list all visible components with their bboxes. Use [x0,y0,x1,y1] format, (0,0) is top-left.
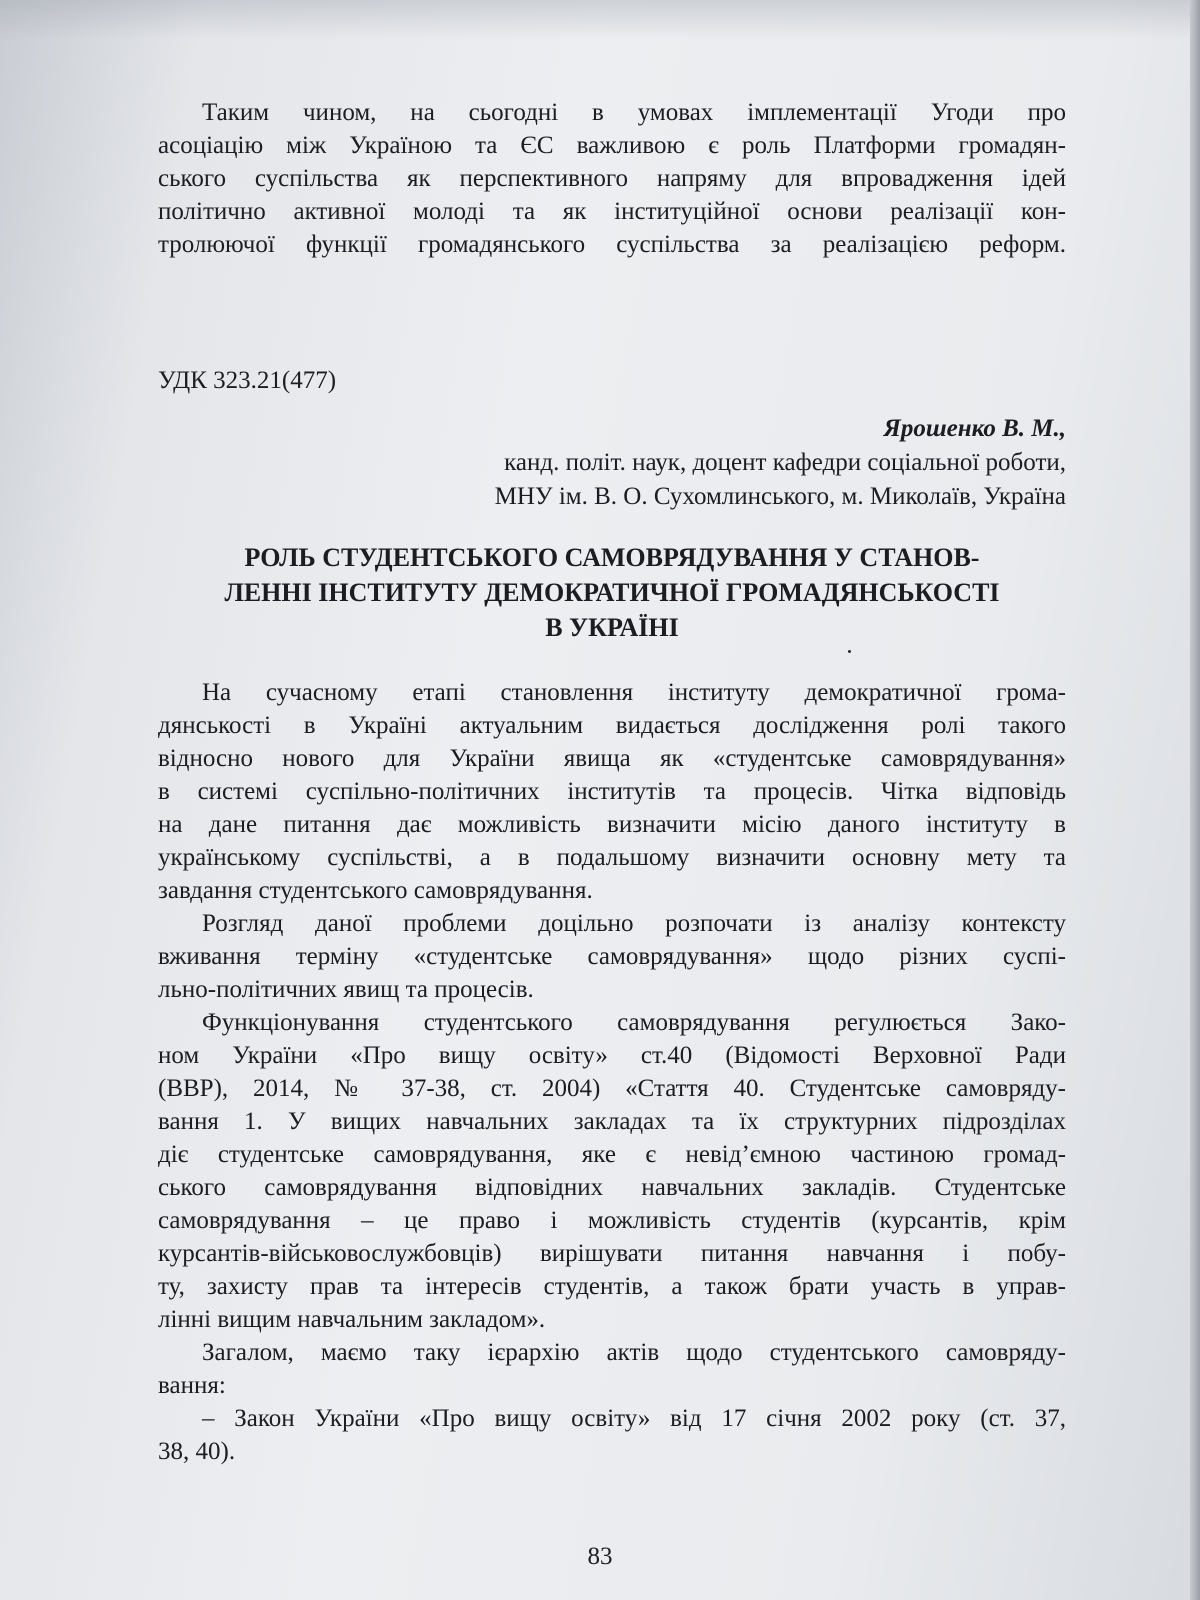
udk-code: УДК 323.21(477) [158,367,337,394]
article-title [158,540,1066,645]
text-line: ського суспільства як перспективного напряму для впровадження ідей [158,165,1066,192]
text-line: – Закон України «Про вищу освіту» від 17 січня 2002 року (ст. 37, [202,1405,1066,1432]
text-line: самоврядування – це право і можливість студентів (курсантів, крім [158,1207,1066,1234]
text-line: діє студентське самоврядування, яке є невід’ємною частиною громад- [158,1141,1066,1168]
page-edge [1190,0,1200,1600]
text-line: на дане питання дає можливість визначити місію даного інституту в [158,811,1066,838]
text-line: українському суспільстві, а в подальшому визначити основну мету та [158,844,1066,871]
text-line: Функціонування студентського самоврядування регулюється Зако- [202,1009,1066,1036]
author-affiliation-line: МНУ ім. В. О. Сухомлинського, м. Миколаїв, Україна [494,483,1066,510]
title-line: В УКРАЇНІ [545,613,679,642]
text-line: ту, захисту прав та інтересів студентів, а також брати участь в управ- [158,1273,1066,1300]
text-line: (ВВР), 2014, № 37-38, ст. 2004) «Стаття 40. Студентське самовряду- [158,1075,1066,1102]
text-line: вання: [158,1372,226,1399]
text-line: 38, 40). [158,1438,236,1465]
text-line: політично активної молоді та як інституційної основи реалізації кон- [158,198,1066,225]
article-body [158,676,1066,1468]
text-line: ського самоврядування відповідних навчальних закладів. Студентське [158,1174,1066,1201]
text-line: тролюючої функції громадянського суспільства за реалізацією реформ. [158,231,1066,258]
text-line: завдання студентського самоврядування. [158,877,593,904]
text-line: відносно нового для України явища як «студентське самоврядування» [158,745,1066,772]
intro-paragraph [158,96,1066,261]
author-affiliation-line: канд. політ. наук, доцент кафедри соціальної роботи, [504,449,1066,476]
title-line: ЛЕННІ ІНСТИТУТУ ДЕМОКРАТИЧНОЇ ГРОМАДЯНСЬКОСТІ [224,578,1000,607]
author-name: Ярошенко В. М., [883,415,1066,442]
text-line: вання 1. У вищих навчальних закладах та їх структурних підрозділах [158,1108,1066,1135]
text-line: в системі суспільно-політичних інститутів та процесів. Чітка відповідь [158,778,1066,805]
text-line: асоціацію між Україною та ЄС важливою є роль Платформи громадян- [158,132,1066,159]
text-line: Таким чином, на сьогодні в умовах імплементації Угоди про [202,99,1066,126]
text-line: вживання терміну «студентське самоврядування» щодо різних суспі- [158,943,1066,970]
title-line: РОЛЬ СТУДЕНТСЬКОГО САМОВРЯДУВАННЯ У СТАНОВ- [244,543,980,572]
page-shadow [0,0,1200,40]
text-line: льно-політичних явищ та процесів. [158,976,534,1003]
text-line: дянськості в Україні актуальним видається дослідження ролі такого [158,712,1066,739]
text-line: курсантів-військовослужбовців) вирішувати питання навчання і побу- [158,1240,1066,1267]
stray-mark [848,650,851,653]
text-line: На сучасному етапі становлення інституту демократичної грома- [202,679,1066,706]
text-line: Розгляд даної проблеми доцільно розпочати із аналізу контексту [202,910,1066,937]
text-line: ном України «Про вищу освіту» ст.40 (Відомості Верховної Ради [158,1042,1066,1069]
page-number: 83 [587,1543,613,1570]
text-line: Загалом, маємо таку ієрархію актів щодо студентського самовряду- [202,1339,1066,1366]
text-line: лінні вищим навчальним закладом». [158,1306,546,1333]
